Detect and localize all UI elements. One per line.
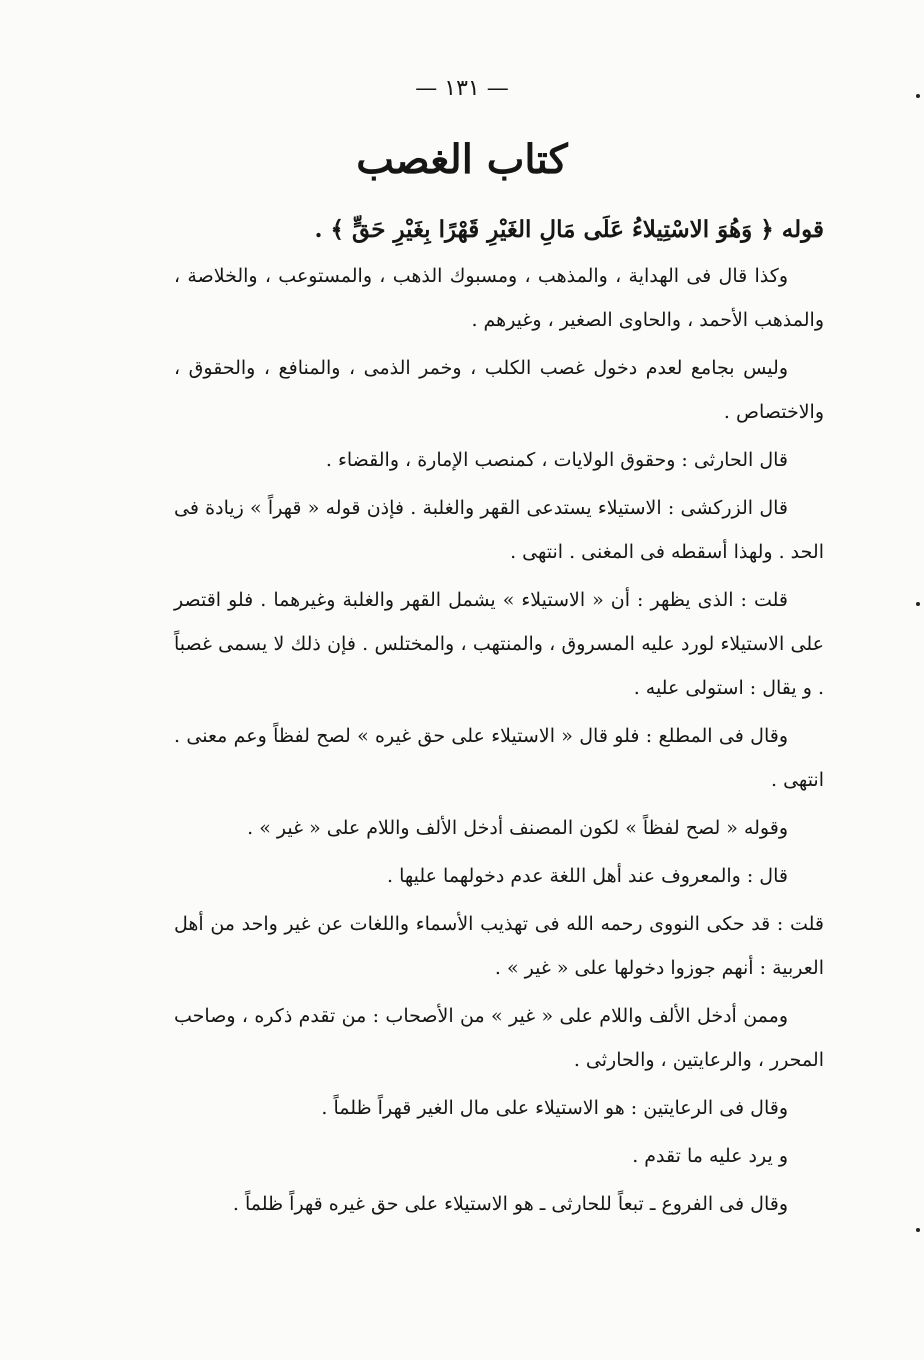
paragraph: قال الحارثى : وحقوق الولايات ، كمنصب الإمارة ، والقضاء . <box>325 449 788 471</box>
paragraph: وكذا قال فى الهداية ، والمذهب ، ومسبوك الذهب ، والمستوعب ، والخلاصة ، والمذهب الأحمد ، والحاوى الصغير ، وغيرهم . <box>174 265 824 331</box>
body-text <box>174 208 824 1230</box>
paragraph: قلت : الذى يظهر : أن « الاستيلاء » يشمل القهر والغلبة وغيرهما . فلو اقتصر على الاستيلاء لورد عليه المسروق ، والمنتهب ، والمختلس . فإن ذلك لا يسمى غصباً . و يقال : استولى عليه . <box>174 589 824 699</box>
paragraph: قلت : قد حكى النووى رحمه الله فى تهذيب الأسماء واللغات عن غير واحد من أهل العربية : أنهم جوزوا دخولها على « غير » . <box>174 913 824 979</box>
paragraph: قال الزركشى : الاستيلاء يستدعى القهر والغلبة . فإذن قوله « قهراً » زيادة فى الحد . ولهذا أسقطه فى المغنى . انتهى . <box>174 497 824 563</box>
lead-quote-paragraph: قوله ﴿ وَهُوَ الاسْتِيلاءُ عَلَى مَالِ الغَيْرِ قَهْرًا بِغَيْرِ حَقٍّ ﴾ . <box>314 216 824 243</box>
page-number: — ١٣١ — <box>415 76 509 101</box>
paragraph: و يرد عليه ما تقدم . <box>632 1145 788 1167</box>
paragraph: وممن أدخل الألف واللام على « غير » من الأصحاب : من تقدم ذكره ، وصاحب المحرر ، والرعايتين ، والحارثى . <box>174 1005 824 1071</box>
chapter-title: كتاب الغصب <box>356 136 568 183</box>
paragraph: وقوله « لصح لفظاً » لكون المصنف أدخل الألف واللام على « غير » . <box>247 817 788 839</box>
scan-speck <box>916 602 920 606</box>
paragraph: وقال فى الرعايتين : هو الاستيلاء على مال الغير قهراً ظلماً . <box>321 1097 788 1119</box>
scan-speck <box>916 1228 920 1232</box>
paragraph: وقال فى المطلع : فلو قال « الاستيلاء على حق غيره » لصح لفظاً وعم معنى . انتهى . <box>174 725 824 791</box>
paragraph: وقال فى الفروع ـ تبعاً للحارثى ـ هو الاستيلاء على حق غيره قهراً ظلماً . <box>232 1193 788 1215</box>
paragraph: وليس بجامع لعدم دخول غصب الكلب ، وخمر الذمى ، والمنافع ، والحقوق ، والاختصاص . <box>174 357 824 423</box>
paragraph: قال : والمعروف عند أهل اللغة عدم دخولهما عليها . <box>387 865 788 887</box>
scan-speck <box>916 94 920 98</box>
